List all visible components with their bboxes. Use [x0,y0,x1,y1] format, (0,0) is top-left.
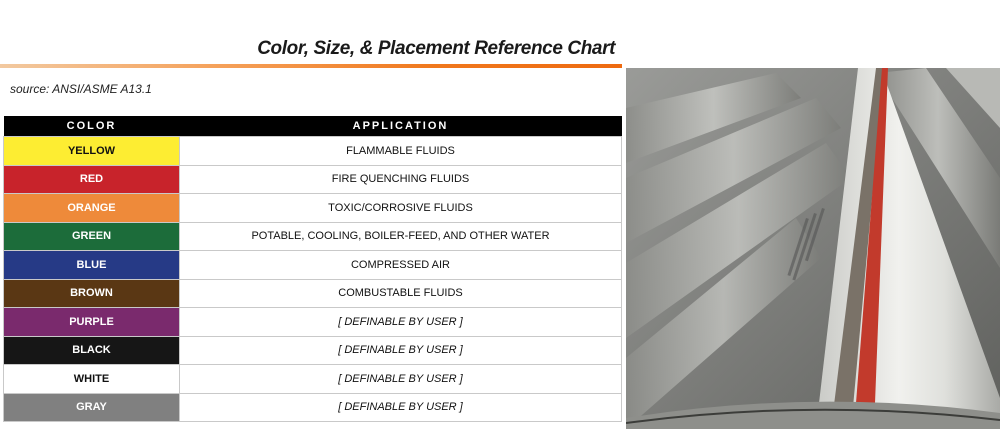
color-swatch-cell: RED [4,165,180,194]
table-row [4,165,622,194]
color-swatch-cell: GREEN [4,222,180,251]
table-row [4,279,622,308]
chart-title: Color, Size, & Placement Reference Chart [257,38,615,59]
table-row [4,137,622,166]
application-cell: COMBUSTABLE FLUIDS [180,279,622,308]
table-row [4,222,622,251]
source-note: source: ANSI/ASME A13.1 [10,82,152,96]
header-color: COLOR [4,116,180,137]
color-swatch-cell: YELLOW [4,137,180,166]
table-row [4,308,622,337]
color-swatch-cell: BROWN [4,279,180,308]
pipe-photo [626,68,1000,429]
application-cell: TOXIC/CORROSIVE FLUIDS [180,194,622,223]
application-cell: [ DEFINABLE BY USER ] [180,336,622,365]
color-swatch-cell: ORANGE [4,194,180,223]
color-swatch-cell: GRAY [4,393,180,422]
title-underline [0,64,622,68]
application-cell: FIRE QUENCHING FLUIDS [180,165,622,194]
color-swatch-cell: BLACK [4,336,180,365]
application-cell: COMPRESSED AIR [180,251,622,280]
color-swatch-cell: PURPLE [4,308,180,337]
color-swatch-cell: BLUE [4,251,180,280]
table-header-row [4,116,622,137]
table-row [4,251,622,280]
table-row [4,194,622,223]
pipe-photo-illustration [626,68,1000,429]
table-row [4,336,622,365]
application-cell: FLAMMABLE FLUIDS [180,137,622,166]
application-cell: [ DEFINABLE BY USER ] [180,393,622,422]
color-swatch-cell: WHITE [4,365,180,394]
table-row [4,365,622,394]
application-cell: [ DEFINABLE BY USER ] [180,308,622,337]
application-cell: [ DEFINABLE BY USER ] [180,365,622,394]
color-application-table [3,116,622,422]
application-cell: POTABLE, COOLING, BOILER-FEED, AND OTHER WATER [180,222,622,251]
header-application: APPLICATION [180,116,622,137]
table-row [4,393,622,422]
